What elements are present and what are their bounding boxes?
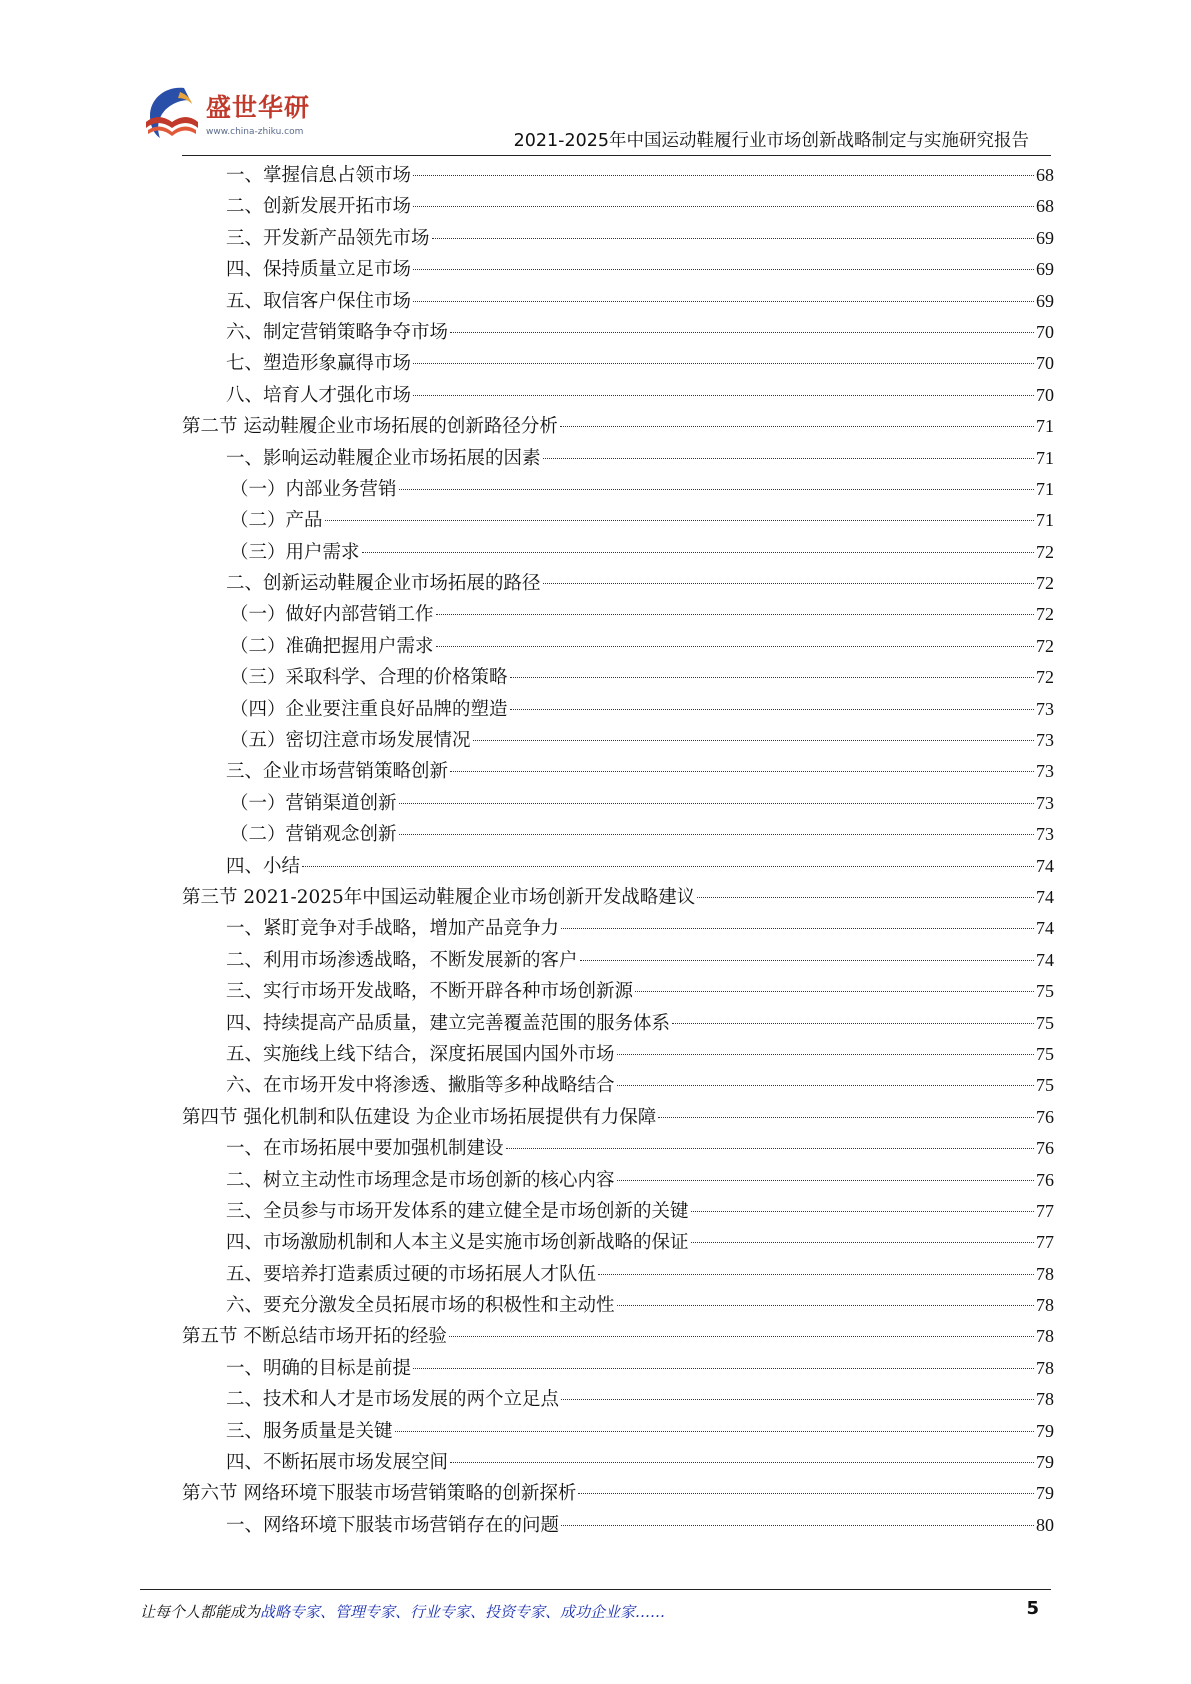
toc-entry[interactable] [182, 851, 1054, 882]
toc-entry[interactable] [182, 694, 1054, 725]
toc-entry-title: （一）内部业务营销 [230, 478, 397, 500]
toc-dot-leader [399, 489, 1034, 490]
toc-entry[interactable] [182, 1196, 1054, 1227]
page-header [0, 0, 1191, 160]
toc-entry[interactable] [182, 1227, 1054, 1258]
company-logo [140, 82, 330, 146]
toc-dot-leader [543, 458, 1034, 459]
toc-entry-title: 六、制定营销策略争夺市场 [226, 321, 449, 343]
toc-entry-page: 75 [1036, 1043, 1054, 1064]
toc-dot-leader [658, 1117, 1034, 1118]
toc-entry[interactable] [182, 725, 1054, 756]
toc-dot-leader [413, 301, 1034, 302]
toc-entry[interactable] [182, 1259, 1054, 1290]
toc-entry-title: 七、塑造形象赢得市场 [226, 353, 412, 375]
toc-entry-page: 68 [1036, 165, 1054, 185]
toc-entry[interactable] [182, 1165, 1054, 1196]
toc-entry-page: 76 [1036, 1169, 1054, 1190]
toc-entry-page: 79 [1036, 1483, 1054, 1504]
toc-entry[interactable] [182, 1039, 1054, 1070]
toc-entry-page: 69 [1036, 227, 1054, 248]
toc-dot-leader [449, 1336, 1034, 1337]
toc-entry-page: 72 [1036, 635, 1054, 656]
toc-entry[interactable] [182, 1290, 1054, 1321]
toc-entry-page: 72 [1036, 541, 1054, 562]
toc-entry-page: 74 [1036, 949, 1054, 970]
toc-entry-page: 78 [1036, 1263, 1054, 1284]
logo-url: www.china-zhiku.com [206, 127, 304, 137]
toc-entry-page: 77 [1036, 1200, 1054, 1221]
toc-dot-leader [413, 1368, 1034, 1369]
toc-entry[interactable] [182, 788, 1054, 819]
toc-entry[interactable] [182, 1070, 1054, 1101]
toc-entry[interactable] [182, 505, 1054, 536]
toc-dot-leader [543, 583, 1034, 584]
toc-entry-page: 77 [1036, 1232, 1054, 1253]
toc-dot-leader [399, 803, 1034, 804]
toc-dot-leader [413, 395, 1034, 396]
toc-entry-page: 70 [1036, 353, 1054, 374]
toc-entry[interactable] [182, 537, 1054, 568]
toc-entry-page: 74 [1036, 886, 1054, 907]
toc-dot-leader [506, 1148, 1034, 1149]
toc-entry-title: （二）准确把握用户需求 [230, 635, 434, 657]
toc-entry[interactable] [182, 223, 1054, 254]
toc-dot-leader [325, 520, 1034, 521]
toc-entry-title: 八、培育人才强化市场 [226, 384, 412, 406]
toc-entry-page: 78 [1036, 1357, 1054, 1378]
toc-entry-page: 68 [1036, 196, 1054, 217]
toc-dot-leader [510, 677, 1034, 678]
toc-dot-leader [561, 928, 1034, 929]
toc-dot-leader [413, 363, 1034, 364]
toc-entry-page: 73 [1036, 792, 1054, 813]
toc-dot-leader [561, 1399, 1034, 1400]
toc-entry-page: 71 [1036, 447, 1054, 468]
toc-dot-leader [450, 1462, 1034, 1463]
toc-entry-title: 第六节 网络环境下服装市场营销策略的创新探析 [182, 1483, 577, 1505]
toc-entry-title: 二、利用市场渗透战略，不断发展新的客户 [226, 949, 578, 971]
toc-entry-page: 78 [1036, 1295, 1054, 1316]
toc-entry-title: 六、在市场开发中将渗透、撇脂等多种战略结合 [226, 1075, 615, 1097]
toc-entry-page: 73 [1036, 761, 1054, 782]
toc-entry-title: 第四节 强化机制和队伍建设 为企业市场拓展提供有力保障 [182, 1106, 657, 1128]
toc-entry[interactable] [182, 160, 1054, 191]
toc-entry-page: 74 [1036, 918, 1054, 939]
toc-dot-leader [362, 552, 1034, 553]
toc-dot-leader [436, 614, 1034, 615]
toc-entry-title: 一、掌握信息占领市场 [226, 165, 412, 186]
toc-entry-title: 四、不断拓展市场发展空间 [226, 1452, 449, 1474]
toc-entry-title: 二、技术和人才是市场发展的两个立足点 [226, 1389, 560, 1411]
toc-entry-title: 二、树立主动性市场理念是市场创新的核心内容 [226, 1169, 615, 1191]
toc-entry[interactable] [182, 474, 1054, 505]
logo-text: 盛世华研 [206, 93, 311, 122]
toc-entry[interactable] [182, 1102, 1054, 1133]
toc-entry[interactable] [182, 756, 1054, 787]
toc-entry-title: （一）做好内部营销工作 [230, 604, 434, 626]
toc-entry-title: 三、实行市场开发战略，不断开辟各种市场创新源 [226, 981, 634, 1003]
toc-entry[interactable] [182, 1384, 1054, 1415]
toc-entry-title: 三、企业市场营销策略创新 [226, 761, 449, 783]
toc-dot-leader [617, 1054, 1034, 1055]
toc-dot-leader [617, 1305, 1034, 1306]
toc-entry-title: 一、紧盯竞争对手战略，增加产品竞争力 [226, 918, 560, 940]
toc-entry-title: 一、网络环境下服装市场营销存在的问题 [226, 1514, 560, 1536]
toc-entry-title: （二）产品 [230, 510, 323, 532]
document-title: 2021-2025年中国运动鞋履行业市场创新战略制定与实施研究报告 [513, 131, 1029, 151]
toc-entry-page: 75 [1036, 1012, 1054, 1033]
toc-entry-page: 72 [1036, 667, 1054, 688]
header-divider [182, 155, 1051, 156]
toc-entry[interactable] [182, 317, 1054, 348]
toc-dot-leader [436, 646, 1034, 647]
toc-entry-page: 75 [1036, 981, 1054, 1002]
toc-entry-title: 第二节 运动鞋履企业市场拓展的创新路径分析 [182, 416, 558, 438]
logo-mark-icon [140, 82, 204, 146]
toc-entry[interactable] [182, 819, 1054, 850]
toc-dot-leader [413, 175, 1034, 176]
toc-entry[interactable] [182, 443, 1054, 474]
toc-entry-page: 71 [1036, 478, 1054, 499]
toc-dot-leader [510, 709, 1034, 710]
footer-slogan-prefix: 让每个人都能成为 [140, 1603, 261, 1621]
toc-entry-title: 一、明确的目标是前提 [226, 1357, 412, 1379]
toc-entry[interactable] [182, 348, 1054, 379]
toc-entry-title: 一、在市场拓展中要加强机制建设 [226, 1138, 504, 1160]
toc-entry-page: 80 [1036, 1514, 1054, 1535]
toc-entry-page: 73 [1036, 824, 1054, 845]
toc-entry[interactable] [182, 945, 1054, 976]
toc-dot-leader [672, 1023, 1034, 1024]
toc-entry-page: 79 [1036, 1452, 1054, 1473]
toc-dot-leader [413, 206, 1034, 207]
toc-entry-title: 四、持续提高产品质量，建立完善覆盖范围的服务体系 [226, 1012, 671, 1034]
toc-entry[interactable] [182, 286, 1054, 317]
toc-entry-page: 74 [1036, 855, 1054, 876]
toc-entry[interactable] [182, 1447, 1054, 1478]
toc-entry-title: （五）密切注意市场发展情况 [230, 730, 471, 752]
toc-entry-page: 78 [1036, 1389, 1054, 1410]
toc-dot-leader [635, 991, 1034, 992]
page-number: 5 [1026, 1598, 1039, 1619]
toc-entry-page: 73 [1036, 698, 1054, 719]
toc-entry-title: 二、创新发展开拓市场 [226, 196, 412, 218]
toc-dot-leader [473, 740, 1034, 741]
toc-dot-leader [580, 960, 1034, 961]
toc-entry[interactable] [182, 380, 1054, 411]
toc-dot-leader [413, 269, 1034, 270]
toc-entry-title: （一）营销渠道创新 [230, 792, 397, 814]
toc-entry[interactable] [182, 568, 1054, 599]
toc-entry[interactable] [182, 599, 1054, 630]
toc-entry-page: 69 [1036, 259, 1054, 280]
toc-entry-title: 一、影响运动鞋履企业市场拓展的因素 [226, 447, 541, 469]
toc-entry[interactable] [182, 411, 1054, 442]
toc-entry[interactable] [182, 1008, 1054, 1039]
toc-entry[interactable] [182, 1353, 1054, 1384]
toc-entry-title: 四、市场激励机制和人本主义是实施市场创新战略的保证 [226, 1232, 689, 1254]
toc-entry[interactable] [182, 662, 1054, 693]
toc-dot-leader [598, 1274, 1034, 1275]
toc-entry-page: 72 [1036, 573, 1054, 594]
toc-entry-page: 78 [1036, 1326, 1054, 1347]
toc-dot-leader [399, 834, 1034, 835]
footer-slogan [140, 1601, 665, 1622]
toc-entry[interactable] [182, 1133, 1054, 1164]
toc-entry-page: 79 [1036, 1420, 1054, 1441]
toc-dot-leader [432, 238, 1034, 239]
toc-entry-title: 二、创新运动鞋履企业市场拓展的路径 [226, 573, 541, 595]
toc-entry-title: （三）采取科学、合理的价格策略 [230, 667, 508, 689]
toc-entry-page: 76 [1036, 1106, 1054, 1127]
toc-dot-leader [617, 1180, 1034, 1181]
toc-dot-leader [450, 332, 1034, 333]
toc-entry-title: 三、开发新产品领先市场 [226, 227, 430, 249]
toc-entry-page: 76 [1036, 1138, 1054, 1159]
toc-entry-title: （四）企业要注重良好品牌的塑造 [230, 698, 508, 720]
toc-entry-title: 四、小结 [226, 855, 301, 877]
toc-dot-leader [395, 1431, 1034, 1432]
toc-dot-leader [450, 771, 1034, 772]
toc-entry[interactable] [182, 1510, 1054, 1541]
toc-entry[interactable] [182, 976, 1054, 1007]
toc-entry[interactable] [182, 191, 1054, 222]
footer-divider [140, 1589, 1051, 1590]
toc-dot-leader [578, 1493, 1034, 1494]
toc-entry-page: 70 [1036, 321, 1054, 342]
toc-dot-leader [617, 1085, 1034, 1086]
toc-entry[interactable] [182, 882, 1054, 913]
toc-entry[interactable] [182, 1321, 1054, 1352]
toc-entry-page: 75 [1036, 1075, 1054, 1096]
toc-dot-leader [560, 426, 1034, 427]
toc-entry-title: 三、服务质量是关键 [226, 1420, 393, 1442]
toc-entry-title: 三、全员参与市场开发体系的建立健全是市场创新的关键 [226, 1200, 689, 1222]
toc-dot-leader [302, 866, 1034, 867]
table-of-contents [182, 160, 1054, 1541]
toc-entry-page: 69 [1036, 290, 1054, 311]
toc-entry-title: 第三节 2021-2025年中国运动鞋履企业市场创新开发战略建议 [182, 886, 696, 908]
toc-entry-page: 73 [1036, 730, 1054, 751]
toc-entry-page: 71 [1036, 510, 1054, 531]
toc-entry[interactable] [182, 631, 1054, 662]
toc-entry-title: 第五节 不断总结市场开拓的经验 [182, 1326, 447, 1348]
toc-entry-title: 四、保持质量立足市场 [226, 259, 412, 281]
toc-dot-leader [691, 1211, 1034, 1212]
toc-entry-page: 72 [1036, 604, 1054, 625]
toc-dot-leader [691, 1242, 1034, 1243]
toc-entry-title: 六、要充分激发全员拓展市场的积极性和主动性 [226, 1295, 615, 1317]
toc-entry-page: 70 [1036, 384, 1054, 405]
toc-entry[interactable] [182, 913, 1054, 944]
toc-entry-title: 五、要培养打造素质过硬的市场拓展人才队伍 [226, 1263, 597, 1285]
toc-entry[interactable] [182, 1478, 1054, 1509]
toc-entry[interactable] [182, 1416, 1054, 1447]
footer-slogan-highlight: 战略专家、管理专家、行业专家、投资专家、成功企业家…… [260, 1603, 666, 1621]
toc-entry-title: （三）用户需求 [230, 541, 360, 563]
toc-entry-title: 五、取信客户保住市场 [226, 290, 412, 312]
toc-entry-page: 71 [1036, 416, 1054, 437]
toc-dot-leader [697, 897, 1034, 898]
toc-entry-title: （二）营销观念创新 [230, 824, 397, 846]
toc-entry[interactable] [182, 254, 1054, 285]
toc-dot-leader [561, 1525, 1034, 1526]
toc-entry-title: 五、实施线上线下结合，深度拓展国内国外市场 [226, 1043, 615, 1065]
